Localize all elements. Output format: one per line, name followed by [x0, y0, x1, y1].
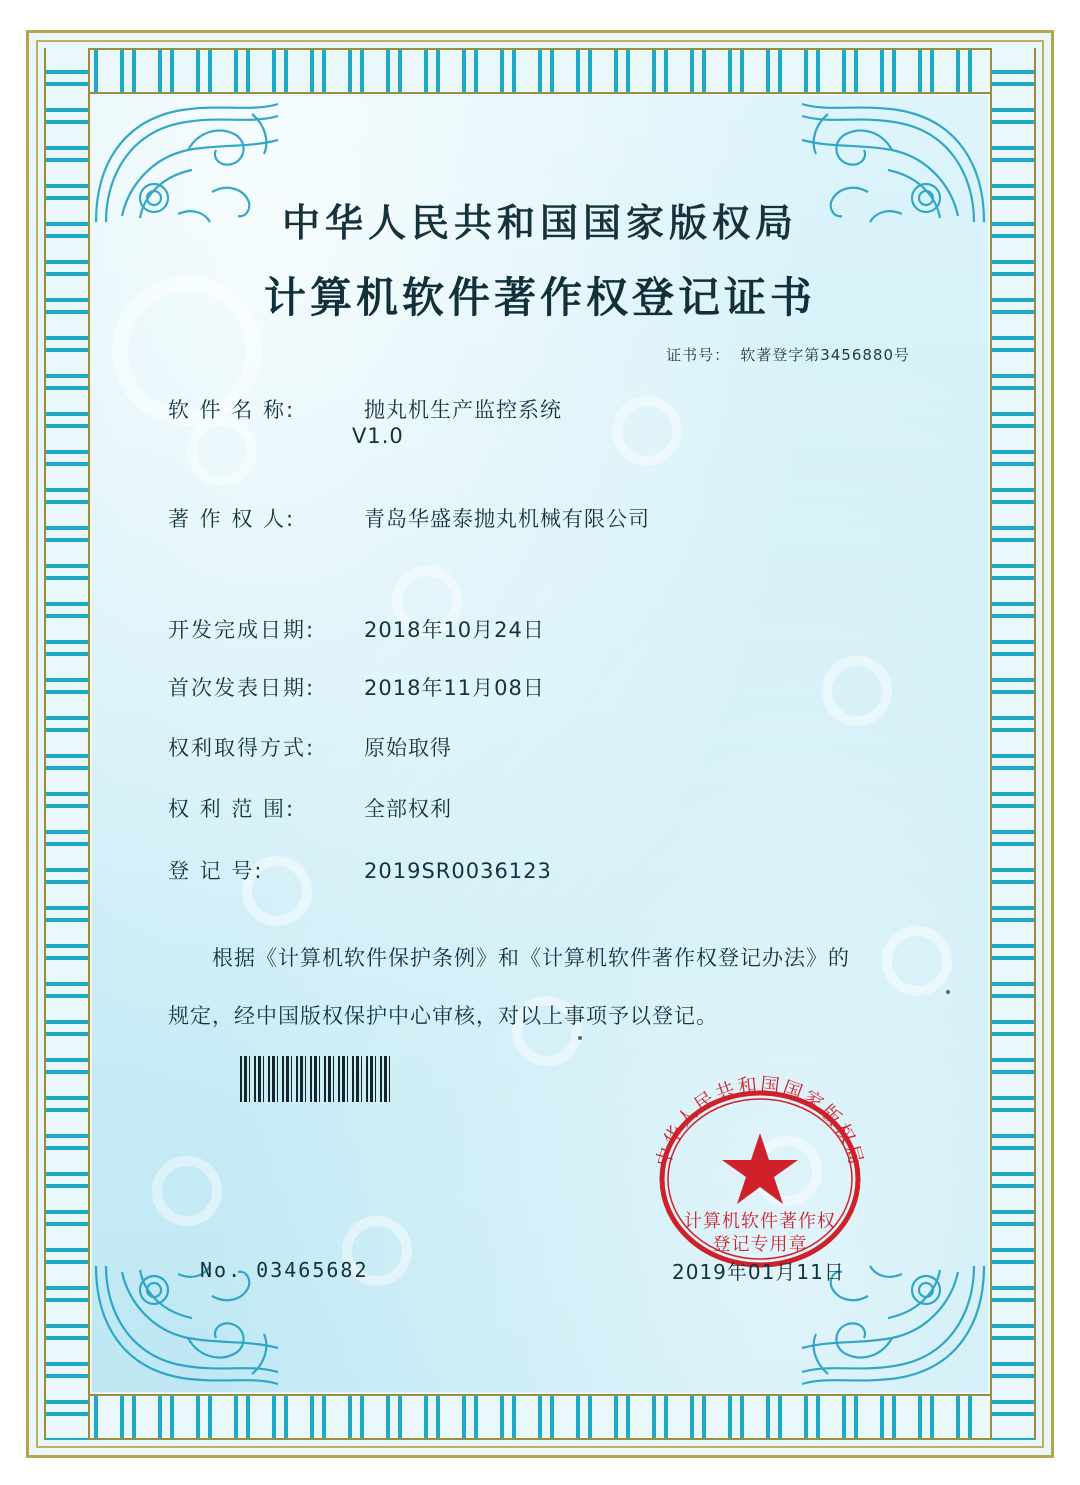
certificate-number-label: 证书号：: [666, 346, 731, 364]
field-label: 软 件 名 称:: [168, 398, 296, 422]
field-copyright-owner: [168, 503, 650, 533]
field-label: 登 记 号:: [168, 859, 264, 883]
issuer-title: 中华人民共和国国家版权局: [281, 201, 798, 245]
certificate-number-value: 软著登字第3456880号: [740, 346, 910, 364]
field-rights-acquisition: [168, 732, 452, 762]
print-artifact-dot: [946, 990, 950, 994]
field-software-version: V1.0: [352, 424, 404, 448]
field-label: 首次发表日期:: [168, 676, 316, 700]
field-value: 2019SR0036123: [364, 859, 552, 883]
field-value: 抛丸机生产监控系统: [364, 398, 562, 422]
watermark-circle: [612, 396, 682, 466]
serial-number-value: 03465682: [256, 1258, 369, 1282]
statement-line-2: 规定，经中国版权保护中心审核，对以上事项予以登记。: [168, 1004, 718, 1028]
svg-text:中华人民共和国国家版权局: 中华人民共和国国家版权局: [652, 1075, 868, 1170]
greek-key-border-left: [44, 48, 90, 1440]
greek-key-border-bottom: [44, 1394, 1036, 1440]
barcode: [240, 1056, 390, 1102]
watermark-circle: [152, 1156, 222, 1226]
field-registration-number: [168, 855, 552, 885]
field-value: 全部权利: [364, 797, 452, 821]
print-artifact-dot: [578, 1036, 582, 1040]
field-development-date: [168, 614, 545, 644]
field-label: 著 作 权 人:: [168, 507, 296, 531]
greek-key-border-top: [44, 48, 1036, 94]
serial-number-label: No.: [200, 1258, 243, 1282]
field-value: 原始取得: [364, 736, 452, 760]
field-rights-scope: [168, 793, 452, 823]
field-value: 2018年10月24日: [364, 618, 545, 642]
field-label: 开发完成日期:: [168, 618, 316, 642]
statement-line-1: 根据《计算机软件保护条例》和《计算机软件著作权登记办法》的: [212, 946, 850, 970]
svg-text:计算机软件著作权: 计算机软件著作权: [684, 1211, 836, 1232]
greek-key-border-right: [990, 48, 1036, 1440]
field-value: 青岛华盛泰抛丸机械有限公司: [364, 507, 650, 531]
certificate-number: [666, 344, 910, 365]
issue-date: 2019年01月11日: [672, 1260, 845, 1284]
svg-text:登记专用章: 登记专用章: [712, 1234, 808, 1255]
field-software-name: [168, 394, 562, 424]
watermark-circle: [187, 416, 257, 486]
field-label: 权利取得方式:: [168, 736, 316, 760]
certificate-title: 计算机软件著作权登记证书: [263, 273, 816, 322]
field-value: 2018年11月08日: [364, 676, 545, 700]
field-first-publication-date: [168, 672, 545, 702]
official-seal: [640, 1075, 880, 1275]
serial-number: [200, 1258, 369, 1282]
field-label: 权 利 范 围:: [168, 797, 296, 821]
watermark-circle: [822, 656, 892, 726]
